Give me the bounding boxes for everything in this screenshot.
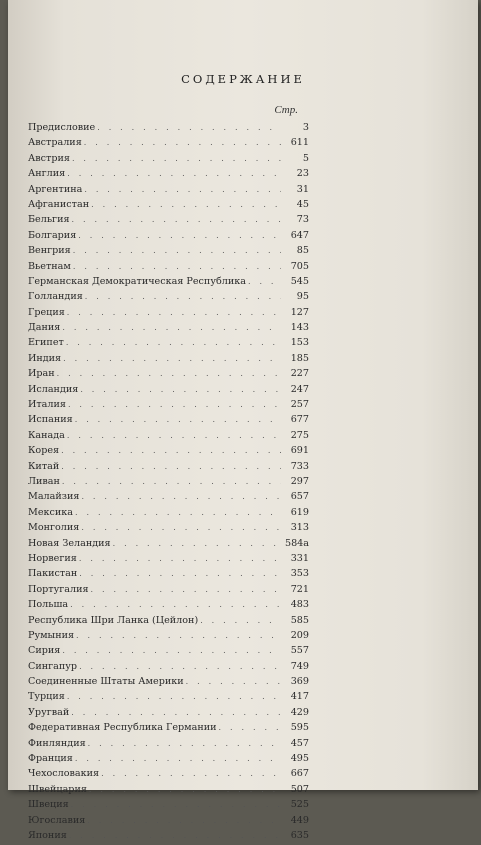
toc-entry <box>28 676 309 691</box>
dot-leader <box>62 477 281 486</box>
toc-entry <box>28 276 309 291</box>
toc-entry-page-number: 647 <box>290 229 309 241</box>
toc-entry-title: Уругвай <box>28 706 70 718</box>
toc-entry-page-number: 297 <box>290 475 309 487</box>
dot-leader <box>66 338 281 347</box>
dot-leader <box>71 800 281 809</box>
toc-entry <box>28 307 309 322</box>
dot-leader <box>67 431 281 440</box>
dot-leader <box>81 492 281 501</box>
toc-entry-page-number: 705 <box>290 260 309 272</box>
toc-entry-title: Голландия <box>28 291 83 303</box>
toc-entry <box>28 461 309 476</box>
dot-leader <box>113 539 281 548</box>
toc-entry <box>28 630 309 645</box>
dot-leader <box>68 400 281 409</box>
dot-leader <box>88 739 281 748</box>
toc-entry <box>28 507 309 522</box>
toc-entry-title: Афганистан <box>28 198 90 210</box>
dot-leader <box>70 600 281 609</box>
toc-entry <box>28 522 309 537</box>
toc-entry-page-number: 369 <box>290 676 309 688</box>
dot-leader <box>72 215 281 224</box>
toc-entry-title: Китай <box>28 460 60 472</box>
toc-entry <box>28 399 309 414</box>
toc-entry-page-number: 227 <box>290 368 309 380</box>
toc-entry <box>28 245 309 260</box>
toc-entry-title: Пакистан <box>28 568 78 580</box>
toc-entry-title: Сирия <box>28 645 61 657</box>
toc-entry-page-number: 85 <box>296 245 309 257</box>
toc-entry <box>28 799 309 814</box>
toc-entry-title: Сингапур <box>28 660 78 672</box>
toc-entry <box>28 184 309 199</box>
toc-entry-page-number: 275 <box>290 429 309 441</box>
toc-entry <box>28 153 309 168</box>
toc-entry-title: Бельгия <box>28 214 70 226</box>
dot-leader <box>75 508 281 517</box>
dot-leader <box>67 169 281 178</box>
toc-entry-title: Турция <box>28 691 65 703</box>
toc-entry-page-number: 45 <box>296 198 309 210</box>
toc-entry-page-number: 73 <box>296 214 309 226</box>
toc-entry-title: Италия <box>28 399 66 411</box>
toc-entry-page-number: 429 <box>290 706 309 718</box>
dot-leader <box>84 138 281 147</box>
toc-entry <box>28 784 309 799</box>
toc-entry-page-number: 733 <box>290 460 309 472</box>
toc-entry <box>28 553 309 568</box>
toc-entry-title: Иран <box>28 368 55 380</box>
toc-entry <box>28 661 309 676</box>
toc-entry-title: Португалия <box>28 583 89 595</box>
dot-leader <box>186 677 281 686</box>
toc-entry-page-number: 457 <box>290 737 309 749</box>
page-title: СОДЕРЖАНИЕ <box>181 72 305 86</box>
dot-leader <box>57 369 281 378</box>
toc-entry-title: Англия <box>28 168 66 180</box>
dot-leader <box>67 692 281 701</box>
dot-leader <box>75 415 281 424</box>
toc-entry-title: Болгария <box>28 229 77 241</box>
dot-leader <box>81 523 281 532</box>
toc-entry <box>28 815 309 830</box>
toc-entry-page-number: 127 <box>290 306 309 318</box>
toc-entry-page-number: 585 <box>290 614 309 626</box>
toc-entry-title: Мексика <box>28 506 73 518</box>
toc-entry <box>28 137 309 152</box>
toc-entry-page-number: 143 <box>290 322 309 334</box>
toc-entry <box>28 538 309 553</box>
toc-entry-title: Германская Демократическая Республика <box>28 275 246 287</box>
dot-leader <box>75 754 281 763</box>
toc-entry-title: Испания <box>28 414 73 426</box>
dot-leader <box>97 123 281 132</box>
dot-leader <box>61 462 281 471</box>
toc-entry <box>28 645 309 660</box>
dot-leader <box>91 200 281 209</box>
toc-entry <box>28 384 309 399</box>
dot-leader <box>79 554 281 563</box>
toc-entry-page-number: 619 <box>290 506 309 518</box>
toc-entry-page-number: 247 <box>290 383 309 395</box>
toc-entry-title: Соединенные Штаты Америки <box>28 676 184 688</box>
toc-entry-title: Корея <box>28 445 60 457</box>
toc-entry-page-number: 677 <box>290 414 309 426</box>
toc-entry-page-number: 657 <box>290 491 309 503</box>
toc-entry <box>28 691 309 706</box>
toc-entry-title: Канада <box>28 429 65 441</box>
toc-entry-title: Австрия <box>28 152 70 164</box>
dot-leader <box>63 354 281 363</box>
toc-entry-page-number: 153 <box>290 337 309 349</box>
toc-entry-title: Предисловие <box>28 122 96 133</box>
toc-entry-page-number: 691 <box>290 445 309 457</box>
toc-entry-title: Исландия <box>28 383 79 395</box>
toc-entry-title: Вьетнам <box>28 260 71 272</box>
toc-entry-page-number: 635 <box>290 829 309 841</box>
dot-leader <box>73 262 281 271</box>
toc-entry-title: Республика Шри Ланка (Цейлон) <box>28 614 199 626</box>
toc-entry-page-number: 495 <box>290 753 309 765</box>
toc-entry <box>28 476 309 491</box>
toc-entry-page-number: 611 <box>290 137 309 149</box>
toc-entry <box>28 414 309 429</box>
toc-entry-title: Франция <box>28 753 73 765</box>
toc-entry-page-number: 721 <box>290 583 309 595</box>
toc-entry-page-number: 449 <box>290 814 309 826</box>
toc-entry <box>28 122 309 137</box>
toc-entry-title: Монголия <box>28 522 80 534</box>
toc-entry-page-number: 417 <box>290 691 309 703</box>
toc-entry-page-number: 209 <box>290 629 309 641</box>
toc-entry-title: Аргентина <box>28 183 83 195</box>
toc-entry <box>28 322 309 337</box>
toc-entry-title: Швеция <box>28 799 69 811</box>
toc-entry-page-number: 483 <box>290 599 309 611</box>
toc-entry-page-number: 3 <box>302 122 309 133</box>
toc-entry-page-number: 667 <box>290 768 309 780</box>
toc-entry-page-number: 595 <box>290 722 309 734</box>
dot-leader <box>73 246 281 255</box>
toc-entry <box>28 368 309 383</box>
toc-entry-page-number: 545 <box>290 275 309 287</box>
toc-entry-page-number: 313 <box>290 522 309 534</box>
dot-leader <box>62 646 281 655</box>
toc-entry-title: Чехословакия <box>28 768 100 780</box>
toc-entry <box>28 445 309 460</box>
toc-entry-title: Индия <box>28 352 62 364</box>
toc-entry-page-number: 185 <box>290 352 309 364</box>
toc-entry-page-number: 31 <box>296 183 309 195</box>
toc-entry-title: Япония <box>28 829 67 841</box>
toc-entry <box>28 753 309 768</box>
dot-leader <box>79 662 281 671</box>
toc-entry-page-number: 353 <box>290 568 309 580</box>
toc-entry-page-number: 5 <box>302 152 309 164</box>
toc-entry-title: Австралия <box>28 137 82 149</box>
toc-entry <box>28 830 309 845</box>
toc-entry-title: Финляндия <box>28 737 86 749</box>
toc-entry <box>28 738 309 753</box>
toc-entry <box>28 722 309 737</box>
toc-entry-page-number: 507 <box>290 783 309 795</box>
toc-entry <box>28 353 309 368</box>
toc-entry <box>28 768 309 783</box>
toc-entry <box>28 337 309 352</box>
toc-entry-page-number: 331 <box>290 552 309 564</box>
toc-entry-title: Венгрия <box>28 245 71 257</box>
toc-entry-title: Польша <box>28 599 69 611</box>
toc-entry-title: Югославия <box>28 814 86 826</box>
toc-entry-title: Дания <box>28 322 61 334</box>
toc-entry <box>28 584 309 599</box>
dot-leader <box>89 785 281 794</box>
toc-entry-page-number: 525 <box>290 799 309 811</box>
toc-entry <box>28 291 309 306</box>
toc-entry <box>28 491 309 506</box>
toc-entry-title: Норвегия <box>28 552 77 564</box>
dot-leader <box>71 708 281 717</box>
toc-entry-title: Новая Зеландия <box>28 537 111 549</box>
toc-entry <box>28 707 309 722</box>
toc-entry-title: Федеративная Республика Германии <box>28 722 217 734</box>
dot-leader <box>61 446 281 455</box>
book-page <box>8 0 478 841</box>
dot-leader <box>84 185 281 194</box>
toc-entry <box>28 199 309 214</box>
dot-leader <box>85 292 281 301</box>
toc-entry <box>28 168 309 183</box>
dot-leader <box>219 723 281 732</box>
toc-entry <box>28 430 309 445</box>
dot-leader <box>76 631 281 640</box>
dot-leader <box>78 231 281 240</box>
toc-entry-page-number: 23 <box>296 168 309 180</box>
dot-leader <box>101 769 281 778</box>
toc-entry-page-number: 584а <box>284 537 309 549</box>
dot-leader <box>69 831 281 840</box>
toc-entry <box>28 599 309 614</box>
toc-entry-title: Румыния <box>28 629 75 641</box>
toc-entry-page-number: 749 <box>290 660 309 672</box>
page-column-header: Стр. <box>274 104 298 116</box>
toc-entry-title: Египет <box>28 337 64 349</box>
toc-entry <box>28 615 309 630</box>
toc-entry <box>28 214 309 229</box>
dot-leader <box>248 277 281 286</box>
dot-leader <box>79 569 281 578</box>
toc-entry-title: Швейцария <box>28 783 87 795</box>
dot-leader <box>62 323 281 332</box>
toc-entry-title: Греция <box>28 306 65 318</box>
dot-leader <box>200 616 281 625</box>
toc-entry-page-number: 557 <box>290 645 309 657</box>
toc-entry <box>28 261 309 276</box>
toc-entry-page-number: 95 <box>296 291 309 303</box>
dot-leader <box>91 585 281 594</box>
toc-entry <box>28 230 309 245</box>
dot-leader <box>67 308 281 317</box>
table-of-contents <box>28 122 309 845</box>
toc-entry-title: Ливан <box>28 475 60 487</box>
toc-entry-page-number: 257 <box>290 399 309 411</box>
toc-entry <box>28 568 309 583</box>
dot-leader <box>87 816 281 825</box>
dot-leader <box>80 385 281 394</box>
dot-leader <box>72 154 281 163</box>
toc-entry-title: Малайзия <box>28 491 80 503</box>
